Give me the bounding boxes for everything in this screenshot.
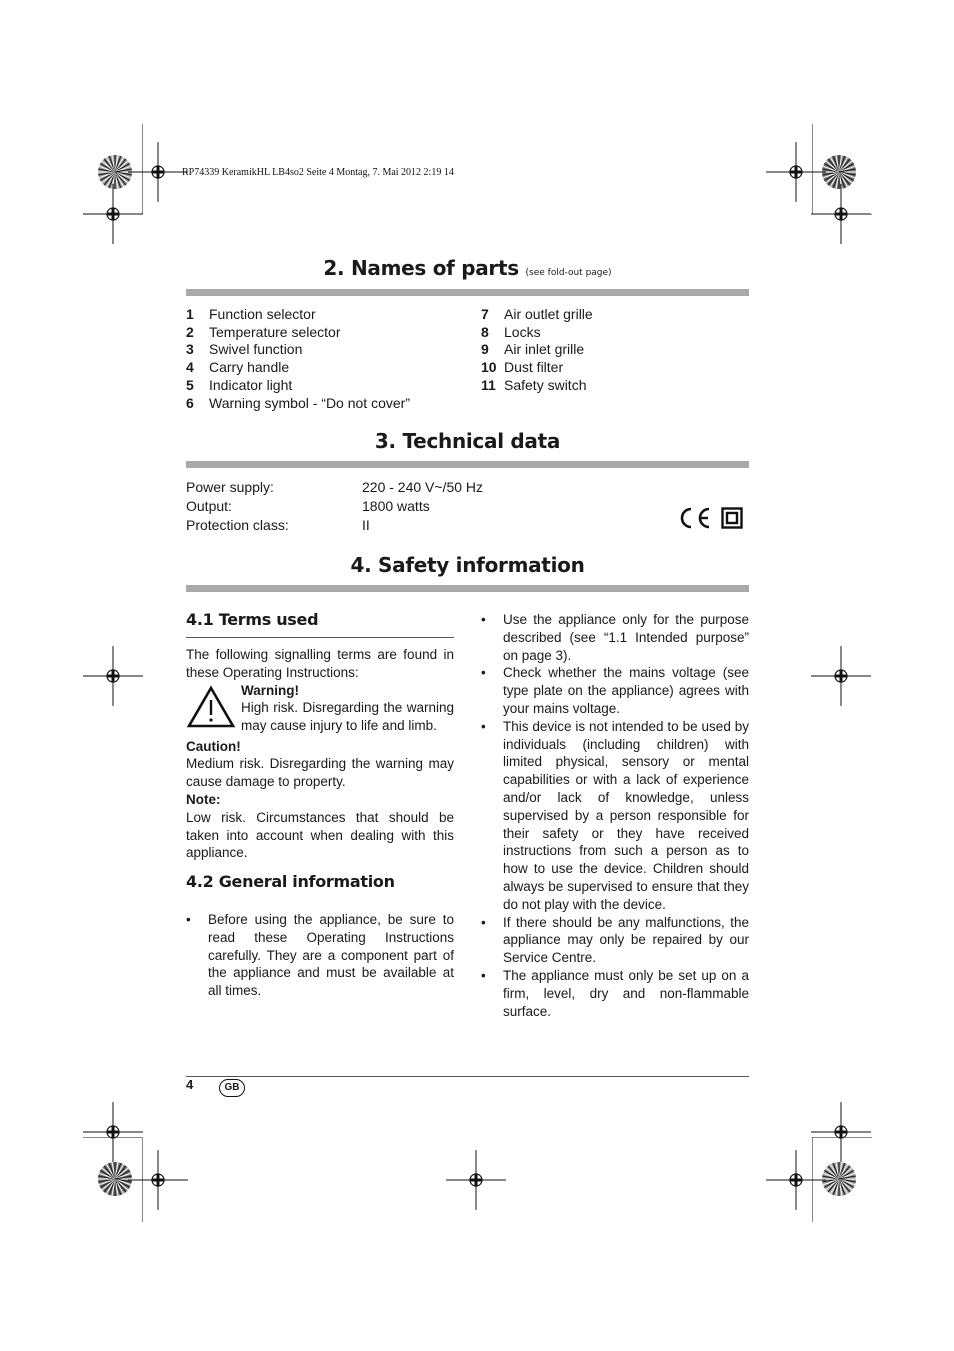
registration-crosshair-icon (128, 1150, 188, 1210)
table-row (186, 478, 483, 497)
registration-starburst-icon (821, 1161, 857, 1197)
list-item (481, 324, 593, 342)
tech-label: Protection class: (186, 517, 289, 533)
list-item (186, 324, 410, 342)
bullet-text: Use the appliance only for the purpose described (see “1.1 Intended purpose” on page 3). (503, 612, 749, 663)
part-number: 10 (481, 359, 497, 376)
tech-label: Power supply: (186, 479, 274, 495)
tech-value: II (362, 517, 370, 533)
part-number: 2 (186, 323, 194, 340)
list-item: • The appliance must only be set up on a firm, level, dry and non-flammable surface. (481, 967, 749, 1019)
section-divider-bar (186, 289, 749, 296)
registration-crosshair-icon (811, 646, 871, 706)
part-label: Warning symbol - “Do not cover” (209, 394, 410, 411)
part-label: Indicator light (209, 376, 293, 393)
footer-rule (186, 1076, 749, 1077)
print-info-line: RP74339 KeramikHL LB4so2 Seite 4 Montag, 7. Mai 2012 2:19 14 (182, 167, 454, 178)
bullet-text: This device is not intended to be used by individuals (including children) with limited physical, sensory or mental capabilities or with a lack of experience and/or lack of knowledge, unless supervised by a person responsible for their safety or they have received instructions from such a person as to how to use the device. Children should always be supervised to ensure that they do not play with the device. (503, 718, 749, 912)
bullet-text: The appliance must only be set up on a firm, level, dry and non-flammable surface. (503, 967, 749, 1019)
class-ii-icon (721, 507, 743, 529)
subsection-title-general-information: 4.2 General information (186, 872, 395, 891)
list-item (481, 377, 593, 395)
registration-crosshair-icon (83, 184, 143, 244)
tech-label: Output: (186, 498, 232, 514)
parts-list-right (481, 306, 593, 395)
list-item (186, 359, 410, 377)
list-item (481, 359, 593, 377)
part-label: Air outlet grille (504, 306, 593, 322)
registration-crosshair-icon (811, 184, 871, 244)
part-number: 9 (481, 341, 489, 358)
list-item (481, 341, 593, 359)
warning-text: High risk. Disregarding the warning may cause injury to life and limb. (241, 700, 454, 734)
note-text: Low risk. Circumstances that should be taken into account when dealing with this appliance. (186, 809, 454, 861)
technical-data-table (186, 478, 483, 535)
section-subtitle: (see fold-out page) (525, 268, 612, 278)
part-label: Safety switch (504, 376, 587, 393)
part-label: Carry handle (209, 359, 290, 376)
list-item: • This device is not intended to be used by individuals (including children) with limited physical, sensory or mental capabilities or with a lack of experience and/or lack of knowledge, unless supervised by a person responsible for their safety or they have received instructions from such a person as to how to use the device. Children should always be supervised to ensure that they do not play with the device. (481, 718, 749, 912)
registration-crosshair-icon (83, 646, 143, 706)
list-item (186, 377, 410, 395)
section-title-text: 2. Names of parts (323, 256, 519, 280)
list-item: • Check whether the mains voltage (see type plate on the appliance) agrees with your mains voltage. (481, 665, 749, 716)
bullet-text: If there should be any malfunctions, the appliance may only be repaired by our Service Centre. (503, 914, 749, 966)
ce-mark-icon (677, 506, 713, 530)
section-title-safety-information: 4. Safety information (350, 553, 585, 577)
warning-triangle-icon (186, 685, 236, 729)
parts-list-left (186, 306, 410, 412)
section-title-technical-data: 3. Technical data (374, 429, 561, 453)
tech-value: 1800 watts (362, 498, 430, 514)
part-number: 5 (186, 376, 194, 393)
terms-used-text (186, 646, 454, 862)
part-label: Dust filter (504, 359, 564, 376)
table-row (186, 516, 483, 535)
general-info-list (186, 911, 454, 1000)
caution-text: Medium risk. Disregarding the warning may cause damage to property. (186, 756, 454, 790)
list-item: • Before using the appliance, be sure to read these Operating Instructions carefully. They are a component part of the appliance and must be available at all times. (186, 912, 454, 999)
subsection-rule (186, 637, 454, 638)
section-divider-bar (186, 461, 749, 468)
tech-value: 220 - 240 V~/50 Hz (362, 479, 484, 495)
section-title-names-of-parts (186, 256, 749, 280)
subsection-title-terms-used: 4.1 Terms used (186, 610, 319, 629)
part-label: Locks (504, 323, 541, 340)
part-label: Function selector (209, 306, 316, 322)
part-label: Temperature selector (209, 323, 341, 340)
bullet-text: Check whether the mains voltage (see type plate on the appliance) agrees with your mains voltage. (503, 665, 749, 716)
caution-label: Caution! (186, 738, 241, 754)
note-label: Note: (186, 791, 221, 807)
warning-block (186, 682, 454, 738)
bullet-text: Before using the appliance, be sure to read these Operating Instructions carefully. They are a component part of the appliance and must be available at all times. (208, 912, 454, 999)
list-item (186, 395, 410, 413)
section-divider-bar (186, 585, 749, 592)
certification-marks (677, 506, 743, 530)
list-item (186, 341, 410, 359)
terms-intro: The following signalling terms are found in these Operating Instructions: (186, 647, 454, 680)
list-item: • Use the appliance only for the purpose described (see “1.1 Intended purpose” on page 3). (481, 612, 749, 663)
part-number: 8 (481, 323, 489, 340)
registration-crosshair-icon (766, 1150, 826, 1210)
part-number: 3 (186, 341, 194, 358)
list-item (186, 306, 410, 324)
part-number: 7 (481, 306, 489, 322)
part-number: 1 (186, 306, 194, 322)
part-number: 11 (481, 376, 496, 393)
part-label: Air inlet grille (504, 341, 585, 358)
part-label: Swivel function (209, 341, 303, 358)
table-row (186, 497, 483, 516)
list-item (481, 306, 593, 324)
part-number: 4 (186, 359, 194, 376)
part-number: 6 (186, 394, 194, 411)
safety-list-right (481, 611, 749, 1020)
registration-crosshair-icon (446, 1150, 506, 1210)
page-number: 4 (186, 1077, 194, 1092)
list-item: • If there should be any malfunctions, the appliance may only be repaired by our Service Centre. (481, 914, 749, 966)
warning-label: Warning! (241, 682, 299, 698)
language-badge: GB (219, 1079, 245, 1097)
